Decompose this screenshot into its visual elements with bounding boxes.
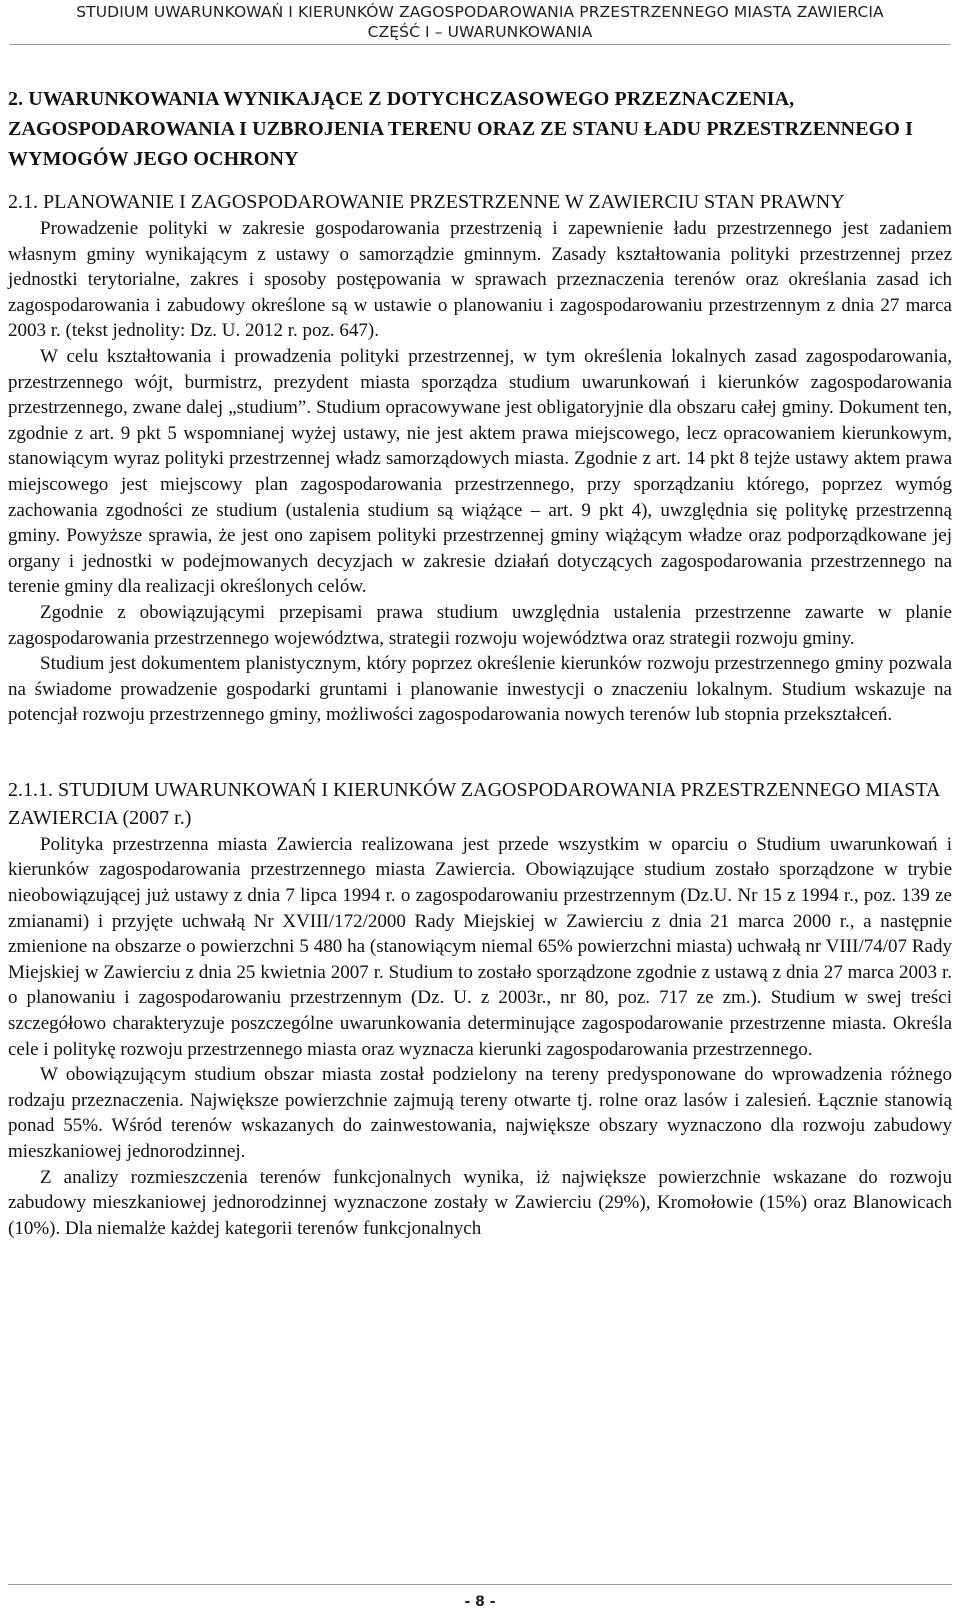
paragraph: W obowiązującym studium obszar miasta został podzielony na tereny predysponowane do wprowadzenia różnego rodzaju przeznaczenia. Największe powierzchnie zajmują tereny otwarte tj. rolne oraz lasów i zalesień. Łącznie stanowią ponad 55%. Wśród terenów wskazanych do zainwestowania, największe obszary wyznaczono dla rozwoju zabudowy mieszkaniowej jednorodzinnej. (8, 1064, 952, 1162)
header-divider (10, 44, 950, 45)
page-number: - 8 - (464, 1594, 496, 1610)
section-heading: 2. UWARUNKOWANIA WYNIKAJĄCE Z DOTYCHCZASOWEGO PRZEZNACZENIA, ZAGOSPODAROWANIA I UZBROJENIA TERENU ORAZ ZE STANU ŁADU PRZESTRZENNEGO I WYMOGÓW JEGO OCHRONY (8, 88, 913, 170)
paragraph: Zgodnie z obowiązującymi przepisami prawa studium uwzględnia ustalenia przestrzenne zawarte w planie zagospodarowania przestrzennego województwa, strategii rozwoju województwa oraz strategii rozwoju gminy. (8, 601, 952, 649)
paragraph: Prowadzenie polityki w zakresie gospodarowania przestrzenią i zapewnienie ładu przestrzennego jest zadaniem własnym gminy wynikającym z ustawy o samorządzie gminnym. Zasady kształtowania polityki przestrzennej przez jednostki terytorialne, zakres i sposoby postępowania w sprawach przeznaczenia terenów oraz określania zasad ich zagospodarowania i zabudowy określone są w ustawie o planowaniu i zagospodarowaniu przestrzennym z dnia 27 marca 2003 r. (tekst jednolity: Dz. U. 2012 r. poz. 647). (8, 218, 952, 342)
paragraph: Studium jest dokumentem planistycznym, który poprzez określenie kierunków rozwoju przestrzennego gminy pozwala na świadome prowadzenie gospodarki gruntami i planowanie inwestycji o znaczeniu lokalnym. Studium wskazuje na potencjał rozwoju przestrzennego gminy, możliwości zagospodarowania nowych terenów lub stopnia przekształceń. (8, 653, 952, 726)
paragraph: Z analizy rozmieszczenia terenów funkcjonalnych wynika, iż największe powierzchnie wskazane do rozwoju zabudowy mieszkaniowej jednorodzinnej wyznaczone zostały w Zawierciu (29%), Kromołowie (15%) oraz Blanowicach (10%). Dla niemalże każdej kategorii terenów funkcjonalnych (8, 1166, 952, 1239)
subsubsection-heading: 2.1.1. STUDIUM UWARUNKOWAŃ I KIERUNKÓW ZAGOSPODAROWANIA PRZESTRZENNEGO MIASTA ZAWIERCIA (2007 r.) (8, 778, 940, 829)
running-header-title: STUDIUM UWARUNKOWAŃ I KIERUNKÓW ZAGOSPODAROWANIA PRZESTRZENNEGO MIASTA ZAWIERCIA (76, 3, 884, 21)
section-spacer (8, 728, 952, 776)
subsection-heading: 2.1. PLANOWANIE I ZAGOSPODAROWANIE PRZESTRZENNE W ZAWIERCIU STAN PRAWNY (8, 191, 845, 213)
paragraph: Polityka przestrzenna miasta Zawiercia realizowana jest przede wszystkim w oparciu o Studium uwarunkowań i kierunków zagospodarowania przestrzennego miasta Zawiercia. Obowiązujące studium zostało sporządzone w trybie nieobowiązującej już ustawy z dnia 7 lipca 1994 r. o zagospodarowaniu przestrzennym (Dz.U. Nr 15 z 1994 r., poz. 139 ze zmianami) i przyjęte uchwałą Nr XVIII/172/2000 Rady Miejskiej w Zawierciu z dnia 21 marca 2000 r., a następnie zmienione na obszarze o powierzchni 5 480 ha (stanowiącym niemal 65% powierzchni miasta) uchwałą nr VIII/74/07 Rady Miejskiej w Zawierciu z dnia 25 kwietnia 2007 r. Studium to zostało sporządzone zgodnie z ustawą z dnia 27 marca 2003 r. o planowaniu i zagospodarowaniu przestrzennym (Dz. U. z 2003r., nr 80, poz. 717 ze zm.). Studium w swej treści szczegółowo charakteryzuje poszczególne uwarunkowania determinujące zagospodarowanie przestrzenne miasta. Określa cele i politykę rozwoju przestrzennego miasta oraz wyznacza kierunki zagospodarowania przestrzennego. (8, 833, 952, 1060)
running-header (0, 2, 960, 42)
footer-divider (8, 1584, 952, 1585)
document-body (8, 84, 952, 1241)
paragraph: W celu kształtowania i prowadzenia polityki przestrzennej, w tym określenia lokalnych zasad zagospodarowania, przestrzennego wójt, burmistrz, prezydent miasta sporządza studium uwarunkowań i kierunków zagospodarowania przestrzennego, zwane dalej „studium”. Studium opracowywane jest obligatoryjnie dla obszaru całej gminy. Dokument ten, zgodnie z art. 9 pkt 5 wspomnianej wyżej ustawy, nie jest aktem prawa miejscowego, lecz opracowaniem kierunkowym, stanowiącym wyraz polityki przestrzennej władz samorządowych miasta. Zgodnie z art. 14 pkt 8 tejże ustawy aktem prawa miejscowego jest miejscowy plan zagospodarowania przestrzennego, przy sporządzaniu którego, poprzez wymóg zachowania zgodności ze studium (ustalenia studium są wiążące – art. 9 pkt 4), uwzględnia się politykę przestrzenną gminy. Powyższe sprawia, że jest ono zapisem polityki przestrzennej gminy wiążącym władze oraz podporządkowane jej organy i jednostki w podejmowanych decyzjach w zakresie działań dotyczących zagospodarowania przestrzennego na terenie gminy dla realizacji określonych celów. (8, 345, 952, 598)
running-header-part: CZĘŚĆ I – UWARUNKOWANIA (367, 23, 593, 41)
